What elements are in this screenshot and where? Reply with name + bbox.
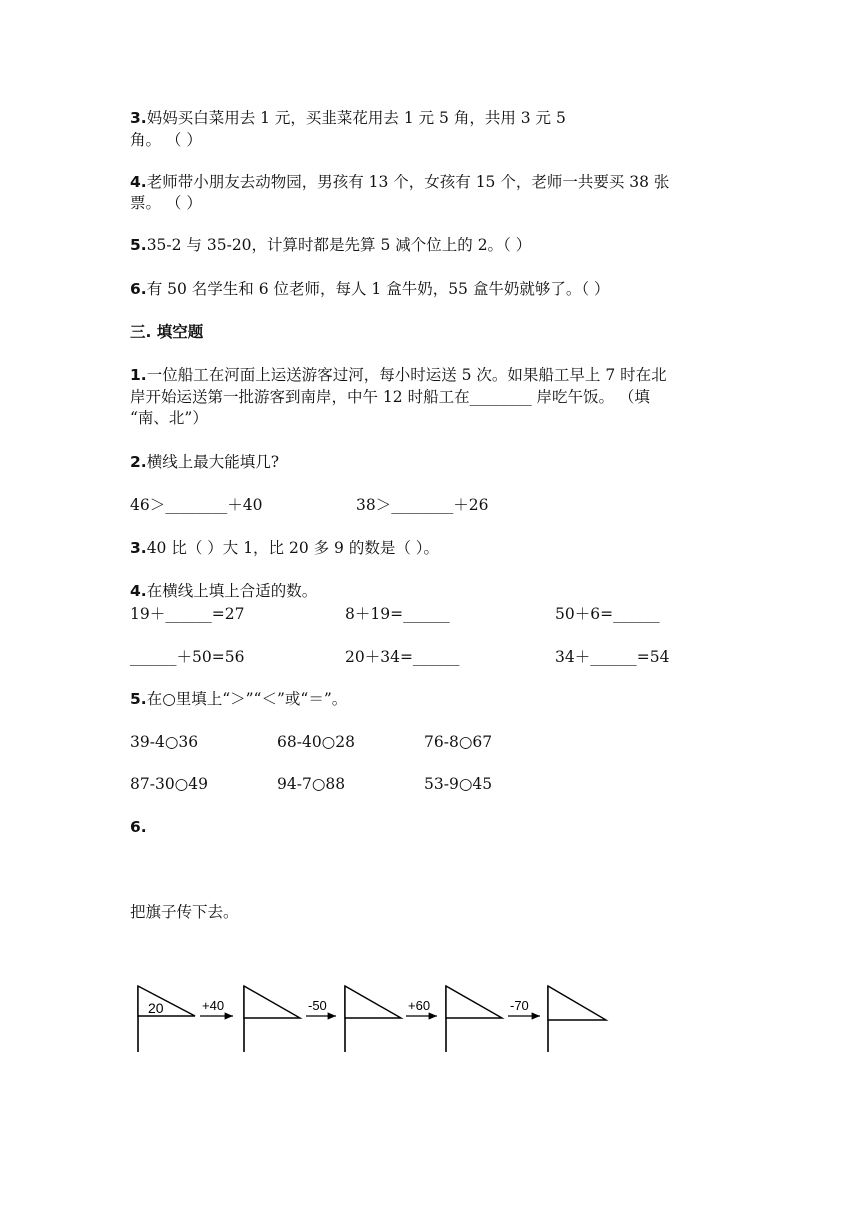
flag-shape (446, 986, 502, 1052)
fill-q5-item: 39-4○36 (130, 733, 199, 751)
question-number: 4. (130, 173, 147, 191)
fill-q4-item: 19＋______=27 (130, 605, 245, 623)
question-text: 在○里填上“＞”“＜”或“＝”。 (146, 690, 348, 708)
fill-q2 (130, 452, 279, 472)
fill-q1-line3: “南、北”） (130, 409, 208, 427)
question-number: 5. (130, 236, 147, 254)
question-text: 横线上最大能填几? (146, 453, 279, 471)
fill-q4-item: 8＋19=______ (345, 605, 450, 623)
question-number: 1. (130, 366, 147, 384)
flag-shape (345, 986, 401, 1052)
fill-q1 (130, 365, 667, 385)
fill-q4-item: 50＋6=______ (555, 605, 660, 623)
fill-q5 (130, 689, 347, 709)
question-text-line1: 老师带小朋友去动物园，男孩有 13 个，女孩有 15 个，老师一共要买 38 张 (146, 173, 670, 191)
question-text: 35-2 与 35-20，计算时都是先算 5 减个位上的 2。（ ） (146, 236, 532, 254)
section-title: 三. 填空题 (130, 323, 204, 341)
fill-q3 (130, 538, 439, 558)
flag-operator: -50 (308, 998, 327, 1013)
fill-q2-item-b: 38＞________＋26 (356, 496, 489, 514)
question-number: 6. (130, 280, 147, 298)
question-text: 40 比（ ）大 1，比 20 多 9 的数是（ ）。 (146, 539, 440, 557)
question-number: 6. (130, 818, 147, 836)
question-text: 在横线上填上合适的数。 (146, 582, 318, 600)
fill-q4-item: 34＋______=54 (555, 648, 670, 666)
question-number: 3. (130, 109, 147, 127)
judge-q5 (130, 235, 531, 255)
flag-shape (548, 986, 606, 1052)
fill-q4-item: ______＋50=56 (130, 648, 245, 666)
judge-q3 (130, 108, 566, 128)
fill-q6-title: 把旗子传下去。 (130, 903, 239, 921)
fill-q4 (130, 581, 317, 601)
flag-operator: -70 (510, 998, 529, 1013)
fill-q2-item-a: 46＞________＋40 (130, 496, 263, 514)
flag-start-value: 20 (148, 1000, 164, 1016)
fill-q4-item: 20＋34=______ (345, 648, 460, 666)
question-number: 2. (130, 453, 147, 471)
fill-q5-item: 68-40○28 (277, 733, 355, 751)
question-text-line1: 一位船工在河面上运送游客过河，每小时运送 5 次。如果船工早上 7 时在北 (146, 366, 667, 384)
flag-chain-diagram (130, 978, 610, 1058)
flag-shape (244, 986, 300, 1052)
question-number: 5. (130, 690, 147, 708)
flag-operator: +40 (202, 998, 225, 1013)
question-text: 有 50 名学生和 6 位老师，每人 1 盒牛奶，55 盒牛奶就够了。（ ） (146, 280, 610, 298)
flag-operator: +60 (408, 998, 431, 1013)
flag-shape (138, 986, 195, 1052)
fill-q1-line2: 岸开始运送第一批游客到南岸，中午 12 时船工在________ 岸吃午饭。 （填 (130, 388, 650, 406)
question-number: 4. (130, 582, 147, 600)
question-number: 3. (130, 539, 147, 557)
judge-q4-line2: 票。 （ ） (130, 194, 202, 212)
judge-q3-line2: 角。 （ ） (130, 131, 202, 149)
fill-q5-item: 87-30○49 (130, 775, 208, 793)
judge-q4 (130, 172, 669, 192)
fill-q5-item: 94-7○88 (277, 775, 346, 793)
question-text-line1: 妈妈买白菜用去 1 元，买韭菜花用去 1 元 5 角，共用 3 元 5 (146, 109, 566, 127)
fill-q5-item: 76-8○67 (424, 733, 493, 751)
fill-q5-item: 53-9○45 (424, 775, 493, 793)
judge-q6 (130, 279, 610, 299)
